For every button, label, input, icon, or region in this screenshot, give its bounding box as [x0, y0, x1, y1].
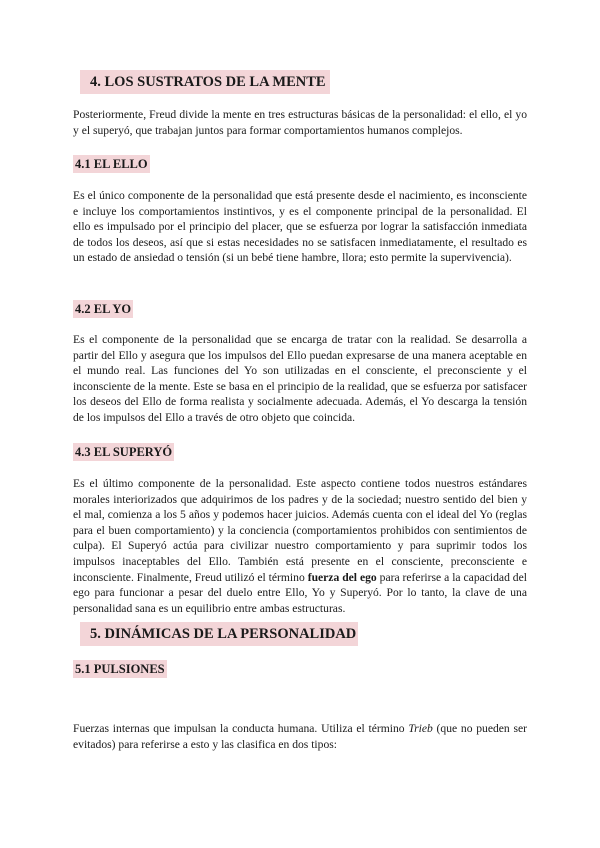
- bold-term-fuerza-del-ego: fuerza del ego: [307, 570, 377, 584]
- pulsiones-text-after: (que no pueden ser evitados) para referirse a esto y las clasifica en dos tipos:: [73, 722, 527, 751]
- paragraph-pulsiones-text: [73, 721, 527, 752]
- heading-4-3-superyo: 4.3 EL SUPERYÓ: [75, 445, 173, 459]
- paragraph-intro-text: Posteriormente, Freud divide la mente en tres estructuras básicas de la personalidad: el ello, el yo y el superyó, que trabajan juntos para formar comportamientos humanos complejos.: [73, 108, 527, 137]
- superyo-text-before: Es el último componente de la personalidad. Este aspecto contiene todos nuestros estándares morales interiorizados que adquirimos de los padres y de la sociedad; nuestro sentido del bien y el mal, comienza a los 5 años y podemos hacer juicios. Además cuenta con el ideal del Yo (reglas para el buen comportamiento) y la conciencia (comportamientos prohibidos con sentimientos de culpa). El Superyó actúa para civilizar nuestro comportamiento y para suprimir todos los impulsos inaceptables del Ello. También está presente en el consciente, preconsciente e inconsciente. Finalmente, Freud utilizó el término: [73, 477, 527, 584]
- heading-4-1-ello: 4.1 EL ELLO: [75, 157, 148, 171]
- heading-section-4: 4. LOS SUSTRATOS DE LA MENTE: [80, 70, 330, 94]
- paragraph-intro: [73, 107, 527, 138]
- pulsiones-text-before: Fuerzas internas que impulsan la conducta humana. Utiliza el término: [73, 722, 409, 735]
- paragraph-yo: [73, 332, 527, 426]
- paragraph-ello-text: Es el único componente de la personalidad que está presente desde el nacimiento, es inconsciente e incluye los comportamientos instintivos, y es el componente principal de la personalidad. El ello es impulsado por el principio del placer, que se esfuerza por lograr la satisfacción inmediata de todos los deseos, así que si estas necesidades no se satisfacen inmediatamente, el resultado es un estado de ansiedad o tensión (si un bebé tiene hambre, llora; esto permite la supervivencia).: [73, 189, 527, 265]
- paragraph-ello: [73, 188, 527, 266]
- paragraph-pulsiones: [73, 721, 527, 752]
- heading-5-1-pulsiones: 5.1 PULSIONES: [75, 662, 165, 676]
- paragraph-yo-text: Es el componente de la personalidad que se encarga de tratar con la realidad. Se desarrolla a partir del Ello y asegura que los impulsos del Ello puedan expresarse de una manera aceptable en el mundo real. Las funciones del Yo son utilizadas en el consciente, el preconsciente y el inconsciente de la mente. Este se basa en el principio de la realidad, que se esfuerza por satisfacer los deseos del Ello de forma realista y socialmente adecuada. Además, el Yo descarga la tensión de los impulsos del Ello a través de otro objeto que coincida.: [73, 333, 527, 424]
- heading-4-2-yo: 4.2 EL YO: [75, 302, 132, 316]
- superyo-text-after: para referirse a la capacidad del ego para funcionar a pesar del duelo entre Ello, Yo y Superyó. Por lo tanto, la clave de una personalidad sana es un equilibrio entre ambas estructuras.: [73, 570, 527, 615]
- paragraph-superyo: [73, 476, 527, 616]
- heading-section-5: 5. DINÁMICAS DE LA PERSONALIDAD: [80, 622, 358, 646]
- italic-term-trieb: Trieb: [408, 722, 433, 735]
- paragraph-superyo-text: [73, 476, 527, 616]
